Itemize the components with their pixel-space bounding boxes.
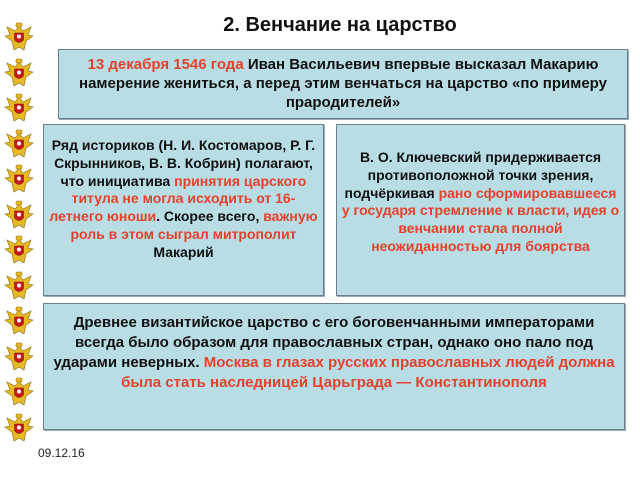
historians-opinion-box xyxy=(43,124,324,296)
double-headed-eagle-icon xyxy=(4,271,34,303)
double-headed-eagle-icon xyxy=(4,164,34,196)
historians-highlight-2: важную роль в этом сыграл митрополит xyxy=(70,208,318,242)
double-headed-eagle-icon xyxy=(4,22,34,54)
event-text: Иван Васильевич впервые высказал Макарию намерение жениться, а перед этим венчаться на царство «по примеру прародителей» xyxy=(79,56,607,112)
slide-date: 09.12.16 xyxy=(38,446,85,460)
double-headed-eagle-icon xyxy=(4,129,34,161)
byzantine-text: Древнее византийское царство с его боговенчанными императорами всегда было образом для православных стран, однако оно пало под ударами неверных. xyxy=(53,314,595,372)
byzantine-highlight: Москва в глазах русских православных людей должна была стать наследницей Царьграда — Константинополя xyxy=(121,354,615,392)
emblem-column xyxy=(0,22,38,452)
event-date: 13 декабря 1546 года xyxy=(87,56,244,73)
double-headed-eagle-icon xyxy=(4,93,34,125)
double-headed-eagle-icon xyxy=(4,200,34,232)
klyuchevsky-highlight: рано сформировавшееся у государя стремление к власти, идея о венчании стала полной неожиданностью для боярства xyxy=(341,184,620,254)
historians-highlight-1: принятия царского титула не могла исходить от 16-летнего юноши xyxy=(49,172,307,225)
historians-text-2: . Скорее всего, xyxy=(156,208,264,225)
klyuchevsky-opinion-box xyxy=(336,124,625,296)
event-date-box xyxy=(58,49,628,119)
double-headed-eagle-icon xyxy=(4,377,34,409)
historians-text-1: Ряд историков (Н. И. Костомаров, Р. Г. Скрынников, В. В. Кобрин) полагают, что инициатива xyxy=(51,137,316,189)
slide-title: 2. Венчание на царство xyxy=(223,14,457,36)
double-headed-eagle-icon xyxy=(4,235,34,267)
double-headed-eagle-icon xyxy=(4,342,34,374)
historians-text-3: Макарий xyxy=(153,243,214,260)
double-headed-eagle-icon xyxy=(4,58,34,90)
double-headed-eagle-icon xyxy=(4,413,34,445)
klyuchevsky-text: В. О. Ключевский придерживается противоположной точки зрения, подчёркивая xyxy=(344,149,602,201)
byzantine-heritage-box xyxy=(43,303,625,430)
double-headed-eagle-icon xyxy=(4,306,34,338)
